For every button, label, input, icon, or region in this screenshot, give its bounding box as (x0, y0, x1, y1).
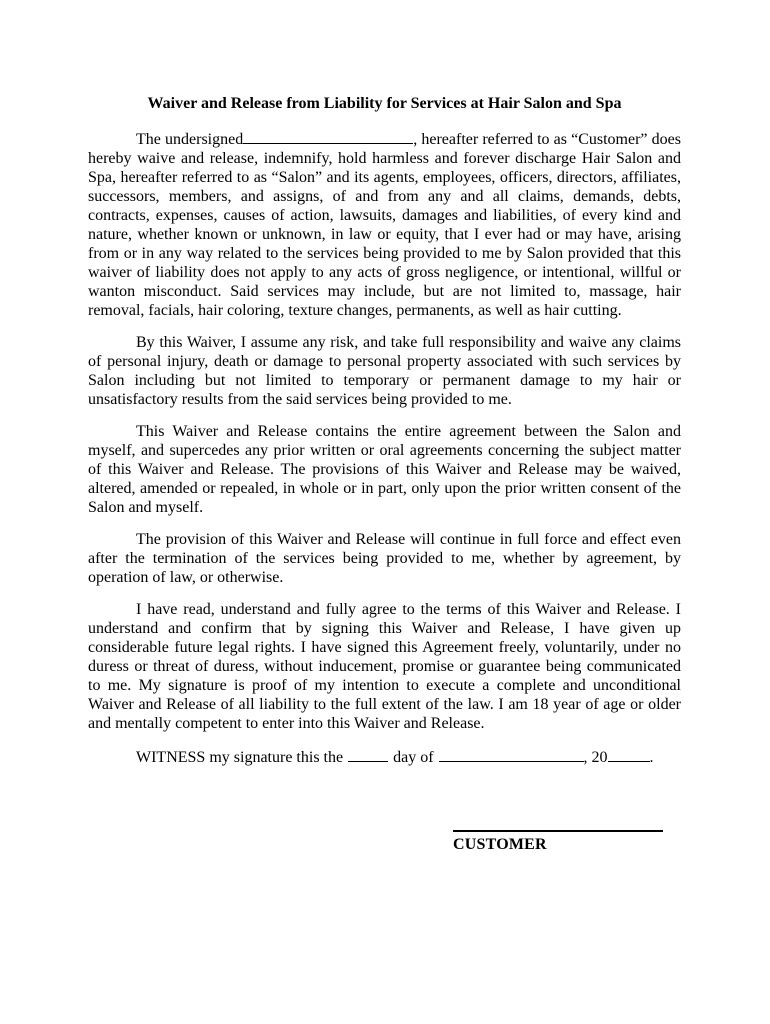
witness-line (88, 746, 681, 767)
document-title: Waiver and Release from Liability for Services at Hair Salon and Spa (147, 95, 622, 112)
signature-block (453, 830, 663, 854)
witness-text-3: , 20 (583, 749, 608, 766)
customer-signature-field[interactable] (453, 830, 663, 832)
paragraph-continuation: The provision of this Waiver and Release will continue in full force and effect even after the termination of the services being provided to me, whether by agreement, by operation of law, or otherwise. (88, 531, 681, 586)
customer-name-field[interactable] (243, 128, 413, 144)
witness-text-1: WITNESS my signature this the (136, 749, 344, 766)
paragraph-risk: By this Waiver, I assume any risk, and take full responsibility and waive any claims of personal injury, death or damage to personal property associated with such services by Salon including but not limited to temporary or permanent damage to my hair or unsatisfactory results from the said services being provided to me. (88, 334, 681, 408)
day-field[interactable] (348, 746, 388, 762)
paragraph-intro-rest: , hereafter referred to as “Customer” does hereby waive and release, indemnify, hold harmless and forever discharge Hair Salon and Spa, hereafter referred to as “Salon” and its agents, employees, officers, directors, affiliates, successors, members, and assigns, of and from any and all claims, demands, debts, contracts, expenses, causes of action, lawsuits, damages and liabilities, of every kind and nature, whether known or unknown, in law or equity, that I ever had or may have, arising from or in any way related to the services being provided to me by Salon provided that this waiver of liability does not apply to any acts of gross negligence, or intentional, willful or wanton misconduct. Said services may include, but are not limited to, massage, hair removal, facials, hair coloring, texture changes, permanents, as well as hair cutting. (88, 131, 681, 319)
witness-text-2: day of (393, 749, 434, 766)
year-field[interactable] (608, 746, 650, 762)
witness-text-4: . (649, 749, 654, 766)
paragraph-intro-lead: The undersigned (136, 131, 244, 148)
customer-signature-label: CUSTOMER (453, 836, 547, 853)
paragraph-intro (88, 128, 681, 320)
paragraph-entire-agreement: This Waiver and Release contains the entire agreement between the Salon and myself, and supercedes any prior written or oral agreements concerning the subject matter of this Waiver and Release. The provisions of this Waiver and Release may be waived, altered, amended or repealed, in whole or in part, only upon the prior written consent of the Salon and myself. (88, 423, 681, 516)
paragraph-acknowledgment: I have read, understand and fully agree to the terms of this Waiver and Release. I understand and confirm that by signing this Waiver and Release, I have given up considerable future legal rights. I have signed this Agreement freely, voluntarily, under no duress or threat of duress, without inducement, promise or guarantee being communicated to me. My signature is proof of my intention to execute a complete and unconditional Waiver and Release of all liability to the full extent of the law. I am 18 year of age or older and mentally competent to enter into this Waiver and Release. (88, 601, 681, 732)
month-field[interactable] (439, 746, 584, 762)
